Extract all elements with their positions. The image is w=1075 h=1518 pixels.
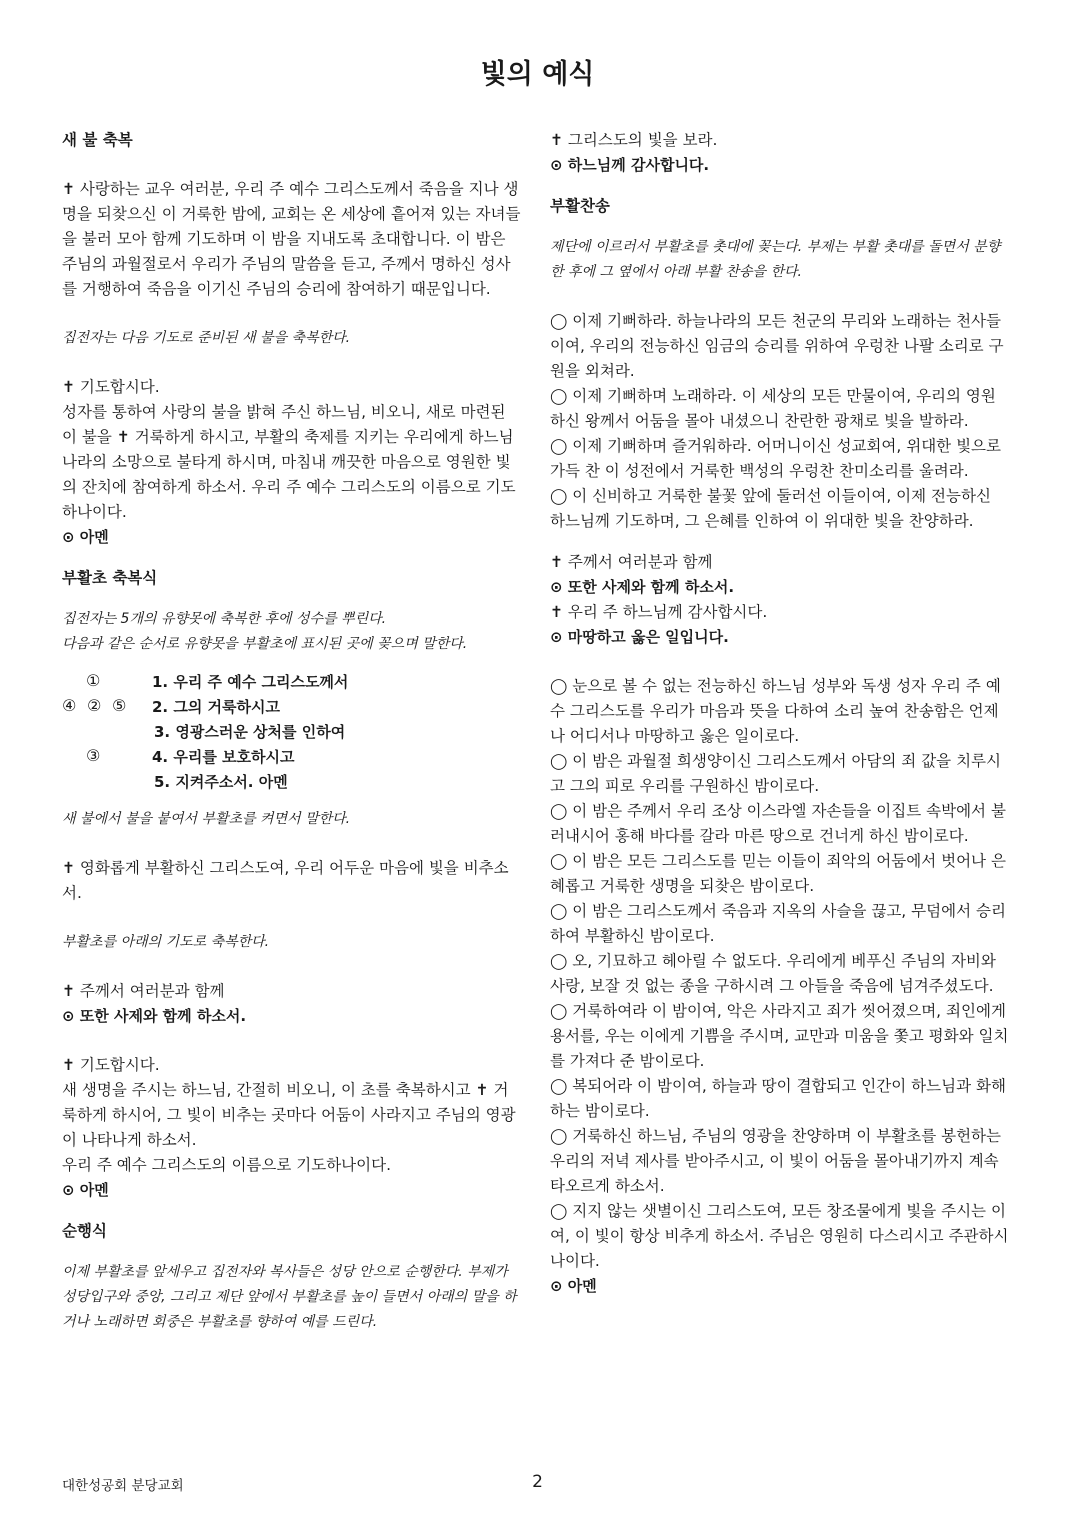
- nail-line-1: 1. 우리 주 예수 그리스도께서: [152, 673, 349, 691]
- nail-marker-1: ①: [86, 671, 101, 690]
- exsultet-verse: ◯ 거룩하여라 이 밤이여, 악은 사라지고 죄가 씻어졌으며, 죄인에게 용서를, 우는 이에게 기쁨을 주시며, 교만과 미움을 쫓고 평화와 일치를 가져다 준 밤이로다.: [550, 1002, 1009, 1070]
- prayer-text: 우리 주 예수 그리스도의 이름으로 기도하나이다.: [62, 1156, 392, 1174]
- section-heading-exsultet: 부활찬송: [550, 197, 610, 215]
- response: ⊙ 마땅하고 옳은 일입니다.: [550, 628, 729, 646]
- nail-marker-5: ⑤: [112, 696, 127, 715]
- versicle: ✝ 기도합시다.: [62, 378, 160, 396]
- response-amen: ⊙ 아멘: [62, 528, 109, 546]
- rubric-text: 이제 부활초를 앞세우고 집전자와 복사들은 성당 안으로 순행한다. 부제가 성당입구와 중앙, 그리고 제단 앞에서 부활초를 높이 들면서 아래의 말을 하거나 노래하면 회중은 부활초를 향하여 예를 드린다.: [62, 1264, 517, 1330]
- nail-line-4: 4. 우리를 보호하시고: [152, 748, 295, 766]
- rubric-text: 새 불에서 불을 붙여서 부활초를 켜면서 말한다.: [62, 811, 351, 827]
- exsultet-verse: ◯ 이제 기뻐하며 즐거워하라. 어머니이신 성교회여, 위대한 빛으로 가득 찬 이 성전에서 거룩한 백성의 우렁찬 찬미소리를 울려라.: [550, 437, 1001, 480]
- exsultet-verse: ◯ 이 신비하고 거룩한 불꽃 앞에 둘러선 이들이여, 이제 전능하신 하느님께 기도하며, 그 은혜를 인하여 이 위대한 빛을 찬양하라.: [550, 487, 991, 530]
- exsultet-verse: ◯ 복되어라 이 밤이여, 하늘과 땅이 결합되고 인간이 하느님과 화해하는 밤이로다.: [550, 1077, 1006, 1120]
- exsultet-verse: ◯ 이 밤은 그리스도께서 죽음과 지옥의 사슬을 끊고, 무덤에서 승리하여 부활하신 밤이로다.: [550, 902, 1006, 945]
- versicle: ✝ 기도합시다.: [62, 1056, 160, 1074]
- invitation-paragraph: ✝ 사랑하는 교우 여러분, 우리 주 예수 그리스도께서 죽음을 지나 생명을 되찾으신 이 거룩한 밤에, 교회는 온 세상에 흩어져 있는 자녀들을 불러 모아 함께 기도하며 이 밤을 지내도록 초대합니다. 이 밤은 주님의 과월절로서 우리가 주님의 말씀을 듣고, 주께서 명하신 성사를 거행하여 죽음을 이기신 주님의 승리에 참여하기 때문입니다.: [62, 180, 521, 298]
- section-heading-new-fire: 새 불 축복: [62, 131, 133, 149]
- nail-line-2: 2. 그의 거룩하시고: [152, 698, 281, 716]
- exsultet-verse: ◯ 지지 않는 샛별이신 그리스도여, 모든 창조물에게 빛을 주시는 이여, 이 빛이 항상 비추게 하소서. 주님은 영원히 다스리시고 주관하시나이다.: [550, 1202, 1009, 1270]
- exsultet-verse: ◯ 이제 기뻐하라. 하늘나라의 모든 천군의 무리와 노래하는 천사들이여, 우리의 전능하신 임금의 승리를 위하여 우렁찬 나팔 소리로 구원을 외쳐라.: [550, 312, 1004, 380]
- versicle: ✝ 주께서 여러분과 함께: [62, 982, 225, 1000]
- rubric-text: 다음과 같은 순서로 유향못을 부활초에 표시된 곳에 꽂으며 말한다.: [62, 636, 468, 652]
- incense-nail-diagram: [62, 671, 522, 799]
- versicle: ✝ 주께서 여러분과 함께: [550, 553, 713, 571]
- right-column: [550, 128, 1010, 1299]
- response: ⊙ 또한 사제와 함께 하소서.: [550, 578, 735, 596]
- exsultet-verse: ◯ 이제 기뻐하며 노래하라. 이 세상의 모든 만물이여, 우리의 영원하신 왕께서 어둠을 몰아 내셨으니 찬란한 광채로 빛을 발하라.: [550, 387, 996, 430]
- exsultet-verse: ◯ 이 밤은 과월절 희생양이신 그리스도께서 아담의 죄 값을 치루시고 그의 피로 우리를 구원하신 밤이로다.: [550, 752, 1001, 795]
- acclamation-text: ✝ 영화롭게 부활하신 그리스도여, 우리 어두운 마음에 빛을 비추소서.: [62, 859, 509, 902]
- rubric-text: 제단에 이르러서 부활초를 촛대에 꽂는다. 부제는 부활 촛대를 돌면서 분향한 후에 그 옆에서 아래 부활 찬송을 한다.: [550, 239, 1001, 280]
- response-amen: ⊙ 아멘: [62, 1181, 109, 1199]
- response-amen: ⊙ 아멘: [550, 1277, 597, 1295]
- page-title: 빛의 예식: [480, 59, 595, 90]
- section-heading-procession: 순행식: [62, 1222, 107, 1240]
- exsultet-verse: ◯ 이 밤은 주께서 우리 조상 이스라엘 자손들을 이집트 속박에서 불러내시어 홍해 바다를 갈라 마른 땅으로 건너게 하신 밤이로다.: [550, 802, 1006, 845]
- prayer-text: 성자를 통하여 사랑의 불을 밝혀 주신 하느님, 비오니, 새로 마련된 이 불을 ✝ 거룩하게 하시고, 부활의 축제를 지키는 우리에게 하느님 나라의 소망으로 불타게 하시며, 마침내 깨끗한 마음으로 영원한 빛의 잔치에 참여하게 하소서. 우리 주 예수 그리스도의 이름으로 기도하나이다.: [62, 403, 516, 521]
- rubric-text: 집전자는 다음 기도로 준비된 새 불을 축복한다.: [62, 330, 351, 346]
- exsultet-verse: ◯ 눈으로 볼 수 없는 전능하신 하느님 성부와 독생 성자 우리 주 예수 그리스도를 우리가 마음과 뜻을 다하여 소리 높여 찬송함은 언제나 어디서나 마땅하고 옳은 일이로다.: [550, 677, 1001, 745]
- section-heading-candle-blessing: 부활초 축복식: [62, 569, 158, 587]
- prayer-text: 새 생명을 주시는 하느님, 간절히 비오니, 이 초를 축복하시고 ✝ 거룩하게 하시어, 그 빛이 비추는 곳마다 어둠이 사라지고 주님의 영광이 나타나게 하소서.: [62, 1081, 516, 1149]
- rubric-text: 부활초를 아래의 기도로 축복한다.: [62, 934, 270, 950]
- versicle: ✝ 우리 주 하느님께 감사합시다.: [550, 603, 768, 621]
- versicle: ✝ 그리스도의 빛을 보라.: [550, 131, 718, 149]
- exsultet-verse: ◯ 이 밤은 모든 그리스도를 믿는 이들이 죄악의 어둠에서 벗어나 은혜롭고 거룩한 생명을 되찾은 밤이로다.: [550, 852, 1006, 895]
- left-column: [62, 128, 522, 1335]
- exsultet-verse: ◯ 오, 기묘하고 헤아릴 수 없도다. 우리에게 베푸신 주님의 자비와 사랑, 보잘 것 없는 종을 구하시려 그 아들을 죽음에 넘겨주셨도다.: [550, 952, 996, 995]
- nail-marker-2: ②: [87, 696, 102, 715]
- exsultet-verse: ◯ 거룩하신 하느님, 주님의 영광을 찬양하며 이 부활초를 봉헌하는 우리의 저녁 제사를 받아주시고, 이 빛이 어둠을 몰아내기까지 계속 타오르게 하소서.: [550, 1127, 1001, 1195]
- footer-organization: 대한성공회 분당교회: [62, 1478, 184, 1494]
- nail-marker-3: ③: [86, 746, 101, 765]
- rubric-text: 집전자는 5개의 유향못에 축복한 후에 성수를 뿌린다.: [62, 611, 387, 627]
- nail-line-3: 3. 영광스러운 상처를 인하여: [154, 723, 346, 741]
- response: ⊙ 또한 사제와 함께 하소서.: [62, 1007, 247, 1025]
- nail-marker-4: ④: [62, 696, 77, 715]
- nail-line-5: 5. 지켜주소서. 아멘: [154, 773, 288, 791]
- page-number: 2: [532, 1472, 543, 1492]
- response: ⊙ 하느님께 감사합니다.: [550, 156, 710, 174]
